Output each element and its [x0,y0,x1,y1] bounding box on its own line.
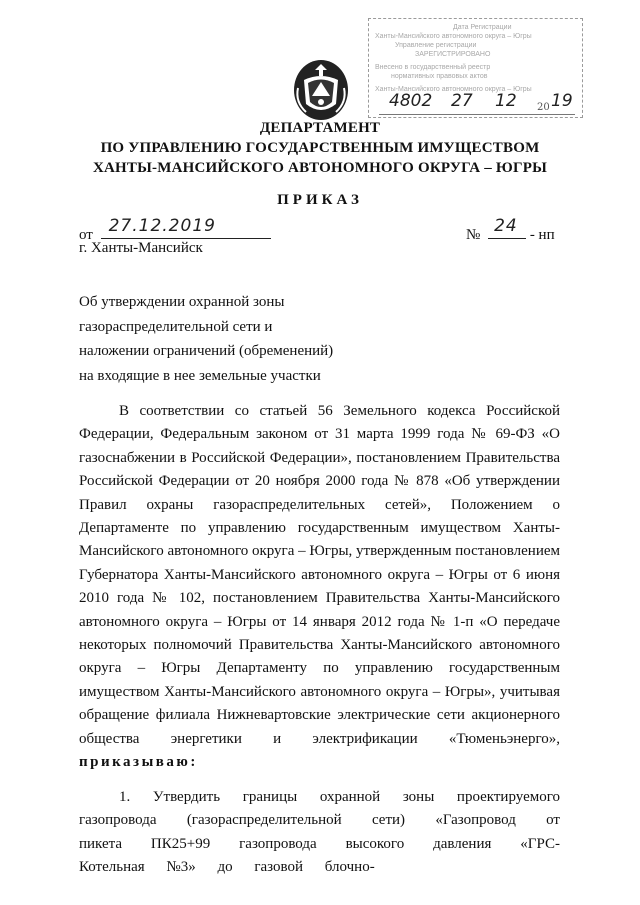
stamp-line: Внесено в государственный реестр [375,64,491,71]
order-subject [79,290,333,388]
stamp-reg-number: 4802 [389,91,433,111]
subject-line: газораспределительной сети и [79,318,273,335]
stamp-year-prefix: 20 [537,102,550,113]
stamp-line: нормативных правовых актов [391,73,488,80]
stamp-reg-month: 12 [495,91,517,111]
stamp-registration-line [379,91,575,117]
number-value: 24 [494,216,518,236]
city: г. Ханты-Мансийск [79,240,203,256]
date-value: 27.12.2019 [108,216,216,236]
stamp-line: ЗАРЕГИСТРИРОВАНО [415,51,491,58]
dept-title-line3: ХАНТЫ-МАНСИЙСКОГО АВТОНОМНОГО ОКРУГА – ЮГРЫ [92,160,547,176]
preamble-paragraph [79,400,560,775]
stamp-line: Управление регистрации [395,42,477,49]
date-prefix: от [79,227,93,243]
order-item-1 [79,786,560,880]
number-prefix: № [466,227,481,243]
stamp-line: Дата Регистрации [453,24,512,31]
preamble-text: В соответствии со статьей 56 Земельного кодекса Российской Федерации, Федеральным законом от 31 марта 1999 года № 69-ФЗ «О газоснабжении в Российской Федерации», постановлением Правительства Российской Федерации от 20 ноября 2000 года № 878 «Об утверждении Правил охраны газораспределительных сетей», Положением о Департаменте по управлению государственным имуществом Ханты-Мансийского автономного округа – Югры, утвержденным постановлением Губернатора Ханты-Мансийского автономного округа – Югры от 6 июня 2010 года № 102, постановлением Правительства Ханты-Мансийского автономного округа – Югры от 14 января 2012 года № 1-п «О передаче некоторых полномочий Правительства Ханты-Мансийского автономного округа – Югры Департаменту по управлению государственным имуществом Ханты-Мансийского автономного округа – Югры», учитывая обращение филиала Нижневартовские электрические сети акционерного общества энергетики и электрификации «Тюменьэнерго», [79,403,560,747]
stamp-line: Ханты-Мансийского автономного округа – Югры [375,86,532,93]
subject-line: наложении ограничений (обременений) [79,343,334,359]
document-type: ПРИКАЗ [277,192,363,208]
date-underline [101,216,271,239]
subject-line: на входящие в нее земельные участки [79,367,321,384]
dept-title-line1: ДЕПАРТАМЕНТ [259,120,381,136]
registration-stamp [368,18,583,118]
item-text: Утвердить границы охранной зоны проектируемого газопровода (газораспределительной сети) «Газопровод от пикета ПК25+99 газопровода высокого давления «ГРС-Котельная №3» до газовой блочно- [79,789,560,876]
number-underline [488,216,526,239]
dept-title-line2: ПО УПРАВЛЕНИЮ ГОСУДАРСТВЕННЫМ ИМУЩЕСТВОМ [100,140,540,156]
number-suffix: - нп [529,227,555,243]
number-block [466,216,555,244]
item-number: 1. [119,789,131,805]
order-word: приказываю: [79,754,198,771]
stamp-reg-year: 19 [551,91,573,111]
subject-line: Об утверждении охранной зоны [79,294,285,310]
stamp-line: Ханты-Мансийского автономного округа – Югры [375,33,532,40]
coat-of-arms-emblem [292,58,350,122]
stamp-reg-day: 27 [451,91,473,111]
